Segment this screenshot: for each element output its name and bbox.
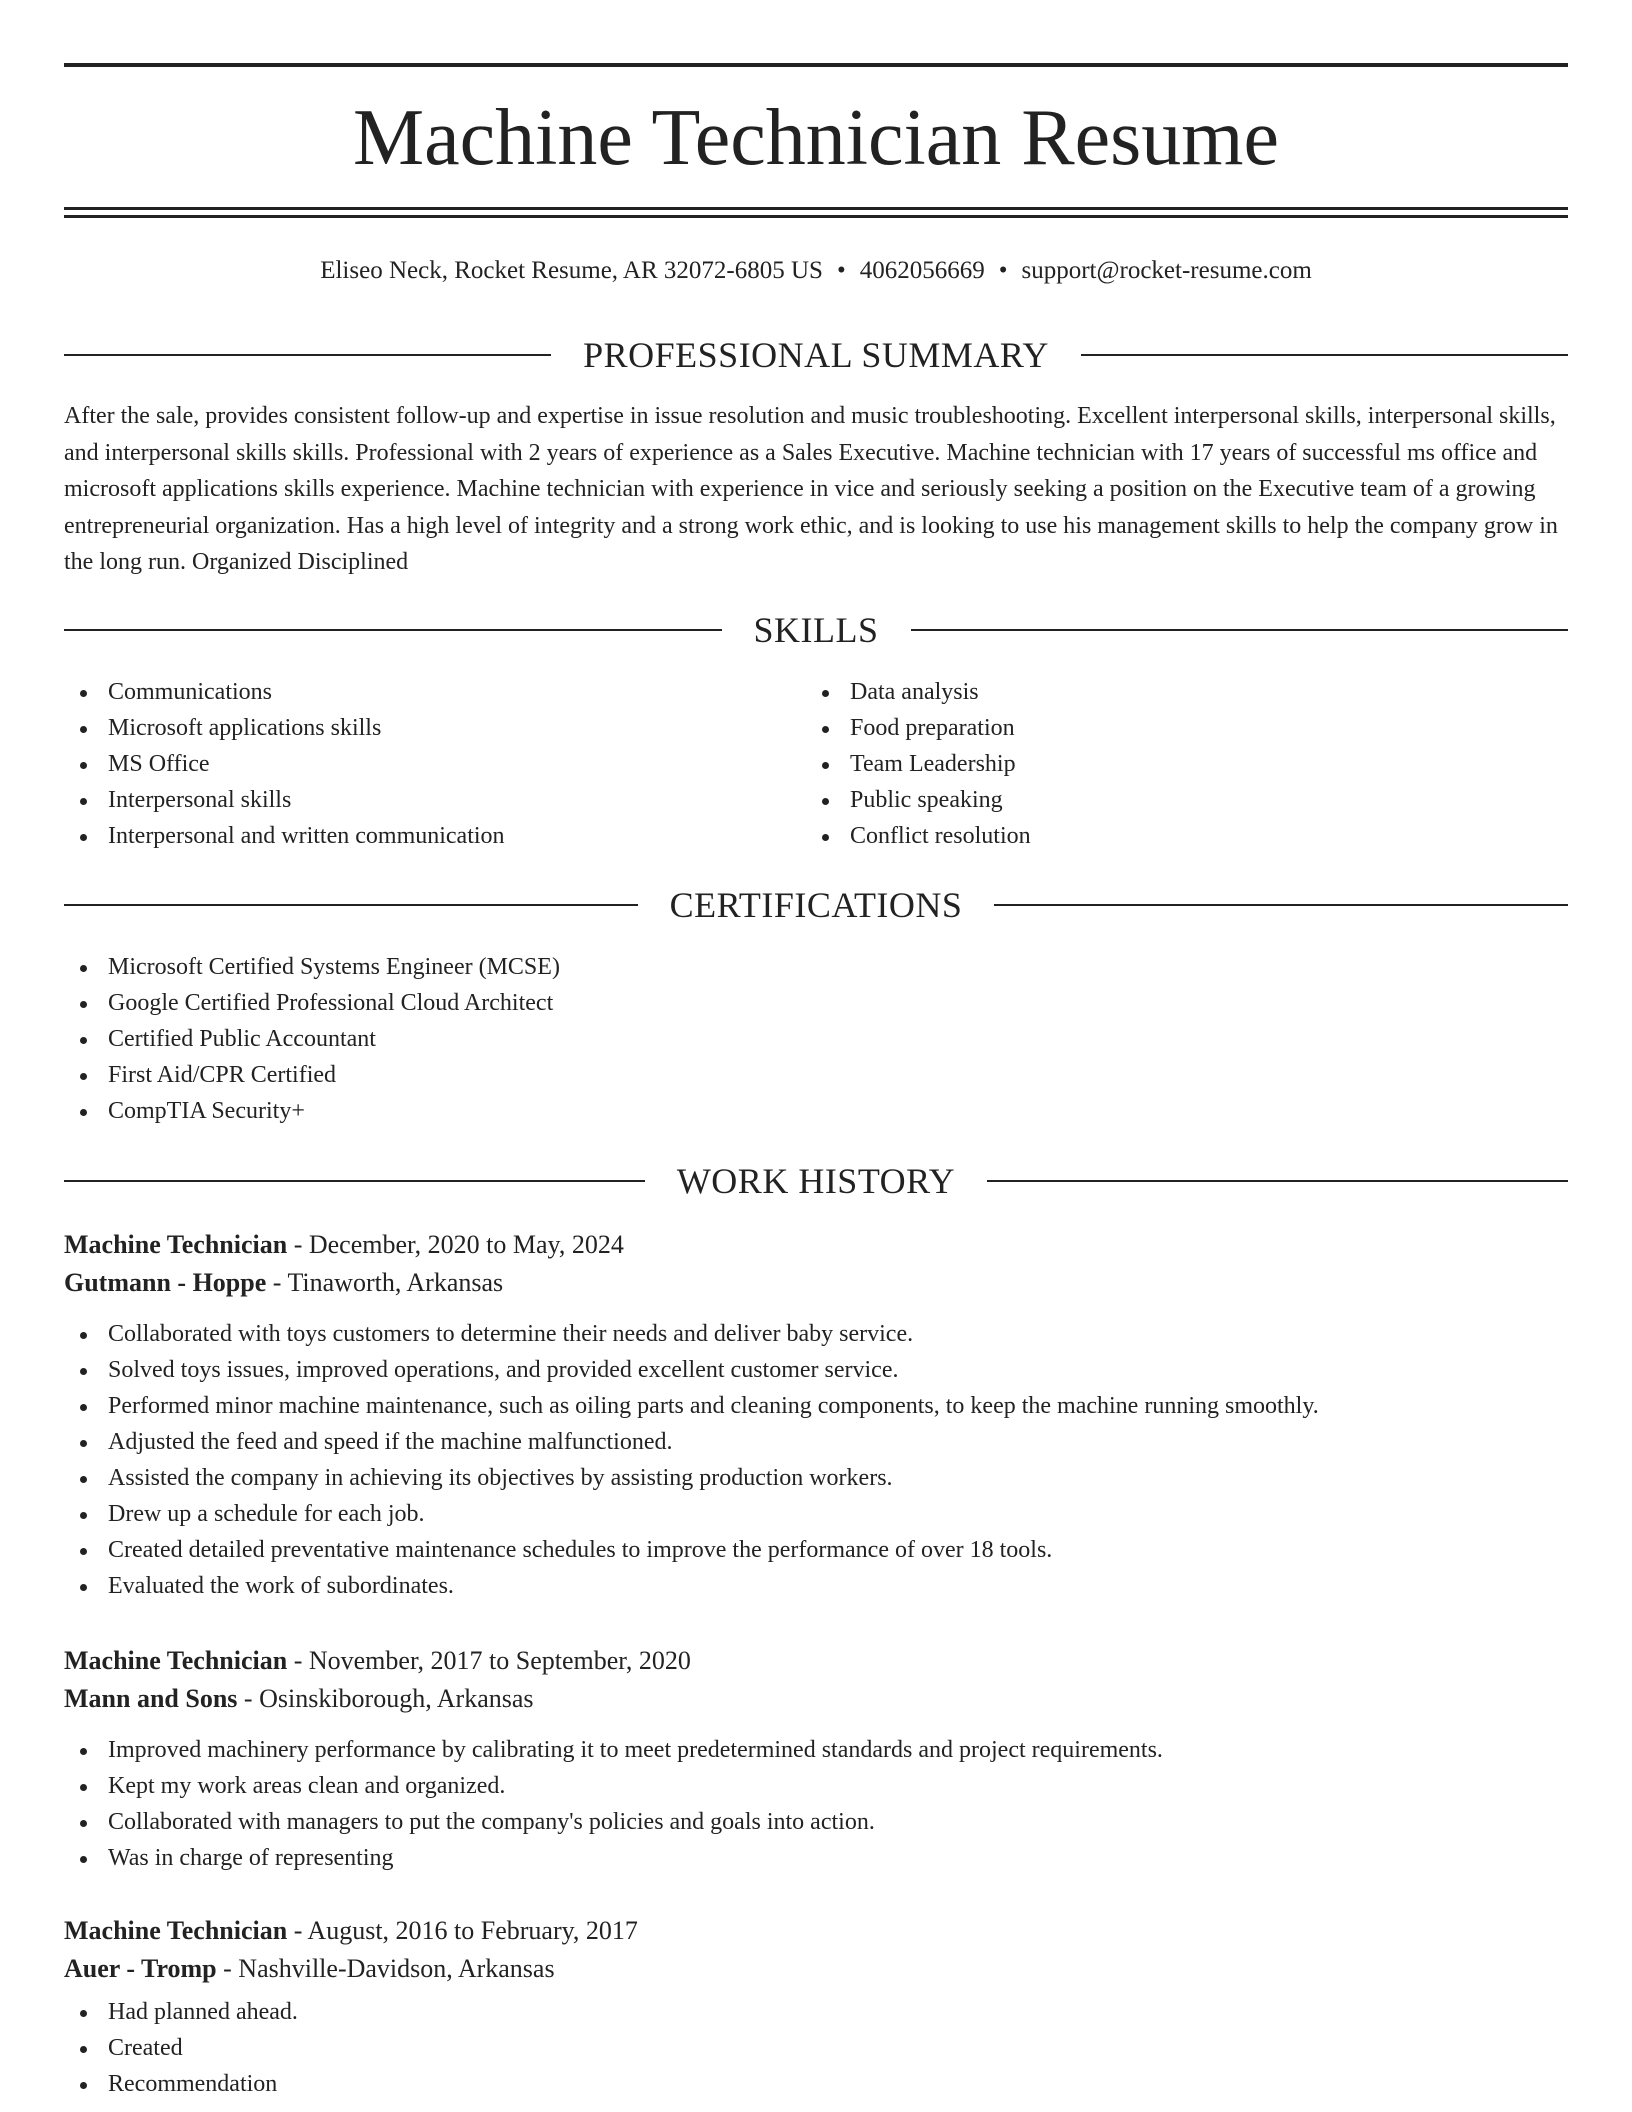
job-title: Machine Technician <box>64 1646 288 1675</box>
job-duties-list <box>64 1316 1568 1604</box>
skill-item: Microsoft applications skills <box>64 710 764 746</box>
job-dates: - August, 2016 to February, 2017 <box>287 1916 638 1945</box>
job-duty: Kept my work areas clean and organized. <box>64 1768 1568 1804</box>
skill-item: Conflict resolution <box>806 818 1506 854</box>
heading-rule-left <box>64 629 722 631</box>
job-duties-list <box>64 1994 1568 2102</box>
heading-rule-left <box>64 904 638 906</box>
heading-rule-right <box>1081 354 1568 356</box>
certification-item: Certified Public Accountant <box>64 1021 1064 1057</box>
skill-item: Communications <box>64 674 764 710</box>
certifications-section-heading <box>64 883 1568 927</box>
certifications-heading-label: CERTIFICATIONS <box>669 885 963 925</box>
job-duty: Evaluated the work of subordinates. <box>64 1568 1568 1604</box>
job-title: Machine Technician <box>64 1230 288 1259</box>
job-company: Gutmann - Hoppe <box>64 1268 267 1297</box>
job-dates: - December, 2020 to May, 2024 <box>287 1230 624 1259</box>
job-duty: Created detailed preventative maintenance schedules to improve the performance of over 18 tools. <box>64 1532 1568 1568</box>
job-title: Machine Technician <box>64 1916 288 1945</box>
certification-item: First Aid/CPR Certified <box>64 1057 1064 1093</box>
title-double-rule <box>64 207 1568 218</box>
contact-line <box>64 254 1568 288</box>
job-company-line <box>64 1264 1568 1302</box>
skill-item: Data analysis <box>806 674 1506 710</box>
contact-address: Eliseo Neck, Rocket Resume, AR 32072-6805 US <box>320 257 823 284</box>
work-section-heading <box>64 1159 1568 1203</box>
summary-heading-label: PROFESSIONAL SUMMARY <box>583 335 1049 375</box>
contact-separator: • <box>998 257 1008 284</box>
skill-item: MS Office <box>64 746 764 782</box>
skill-item: Public speaking <box>806 782 1506 818</box>
heading-rule-right <box>911 629 1569 631</box>
job-duty: Drew up a schedule for each job. <box>64 1496 1568 1532</box>
resume-title: Machine Technician Resume <box>353 94 1279 182</box>
top-rule <box>64 63 1568 67</box>
heading-rule-right <box>987 1180 1568 1182</box>
certification-item: Google Certified Professional Cloud Architect <box>64 985 1064 1021</box>
summary-text: After the sale, provides consistent follow-up and expertise in issue resolution and music troubleshooting. Excellent interpersonal skills, interpersonal skills, and interpersonal skills skills. Professional with 2 years of experience as a Sales Executive. Machine technician with 17 years of successful ms office and microsoft applications skills experience. Machine technician with experience in vice and seriously seeking a position on the Executive team of a growing entrepreneurial organization. Has a high level of integrity and a strong work ethic, and is looking to use his management skills to help the company grow in the long run. Organized Disciplined <box>64 403 1558 575</box>
job-location: - Tinaworth, Arkansas <box>266 1268 504 1297</box>
skills-list-right <box>806 674 1506 854</box>
job-role-line <box>64 1642 1568 1680</box>
job-company: Auer - Tromp <box>64 1954 217 1983</box>
job-duty: Recommendation <box>64 2066 1568 2102</box>
job-duty: Improved machinery performance by calibrating it to meet predetermined standards and project requirements. <box>64 1732 1568 1768</box>
contact-phone: 4062056669 <box>859 257 985 284</box>
heading-rule-left <box>64 354 551 356</box>
work-heading-label: WORK HISTORY <box>676 1161 956 1201</box>
job-role-line <box>64 1226 1568 1264</box>
job-entry <box>64 1912 1568 2102</box>
job-location: - Osinskiborough, Arkansas <box>237 1684 534 1713</box>
job-company: Mann and Sons <box>64 1684 238 1713</box>
job-duty: Assisted the company in achieving its objectives by assisting production workers. <box>64 1460 1568 1496</box>
job-duty: Was in charge of representing <box>64 1840 1568 1876</box>
certification-item: CompTIA Security+ <box>64 1093 1064 1129</box>
job-location: - Nashville-Davidson, Arkansas <box>216 1954 555 1983</box>
job-duty: Solved toys issues, improved operations, and provided excellent customer service. <box>64 1352 1568 1388</box>
heading-rule-left <box>64 1180 645 1182</box>
certifications-list <box>64 949 1064 1129</box>
job-duty: Collaborated with toys customers to determine their needs and deliver baby service. <box>64 1316 1568 1352</box>
job-duty: Had planned ahead. <box>64 1994 1568 2030</box>
contact-separator: • <box>836 257 846 284</box>
job-duty: Collaborated with managers to put the company's policies and goals into action. <box>64 1804 1568 1840</box>
contact-email: support@rocket-resume.com <box>1021 257 1312 284</box>
job-duty: Performed minor machine maintenance, such as oiling parts and cleaning components, to keep the machine running smoothly. <box>64 1388 1568 1424</box>
job-duties-list <box>64 1732 1568 1876</box>
skills-list-left <box>64 674 764 854</box>
skills-section-heading <box>64 608 1568 652</box>
job-entry <box>64 1642 1568 1876</box>
job-company-line <box>64 1950 1568 1988</box>
job-entry <box>64 1226 1568 1604</box>
skill-item: Food preparation <box>806 710 1506 746</box>
job-company-line <box>64 1680 1568 1718</box>
skill-item: Interpersonal and written communication <box>64 818 764 854</box>
skill-item: Interpersonal skills <box>64 782 764 818</box>
skills-heading-label: SKILLS <box>753 610 879 650</box>
heading-rule-right <box>994 904 1568 906</box>
skill-item: Team Leadership <box>806 746 1506 782</box>
job-duty: Created <box>64 2030 1568 2066</box>
summary-section-heading <box>64 333 1568 377</box>
job-role-line <box>64 1912 1568 1950</box>
certification-item: Microsoft Certified Systems Engineer (MCSE) <box>64 949 1064 985</box>
job-dates: - November, 2017 to September, 2020 <box>287 1646 691 1675</box>
job-duty: Adjusted the feed and speed if the machine malfunctioned. <box>64 1424 1568 1460</box>
